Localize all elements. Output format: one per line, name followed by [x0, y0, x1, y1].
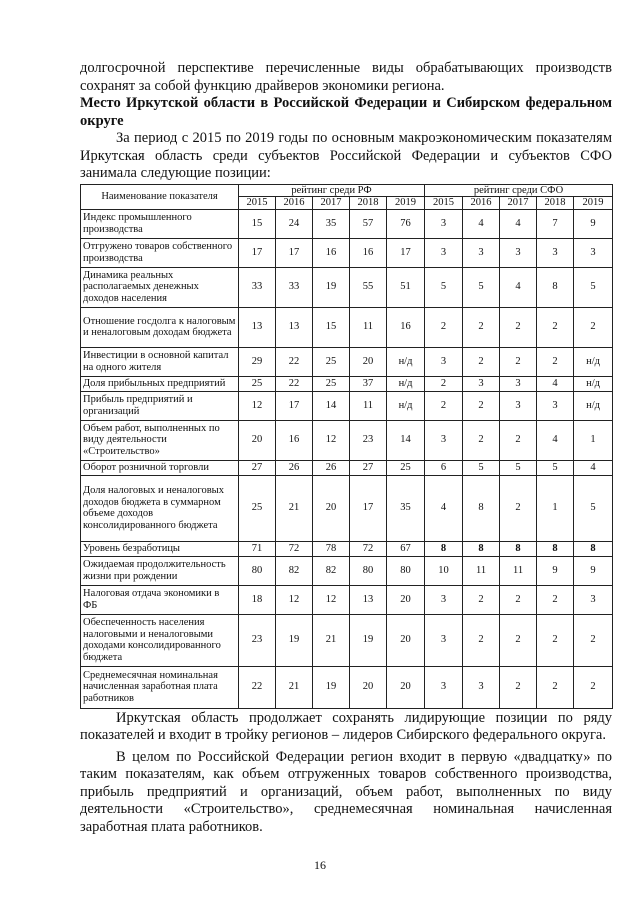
sfo-rank-cell: 3: [537, 238, 574, 267]
rf-rank-cell: 33: [239, 267, 276, 307]
sfo-rank-cell: н/д: [574, 347, 613, 376]
rf-rank-cell: 13: [350, 585, 387, 614]
intro-paragraph: долгосрочной перспективе перечисленные виды обрабатывающих производств сохранят за собой функцию драйверов экономики региона.: [80, 60, 612, 94]
rf-rank-cell: 16: [313, 238, 350, 267]
indicator-name: Объем работ, выполненных по виду деятельности «Строительство»: [81, 420, 239, 460]
rf-rank-cell: 55: [350, 267, 387, 307]
sfo-rank-cell: 2: [463, 347, 500, 376]
sfo-rank-cell: 2: [537, 347, 574, 376]
sfo-rank-cell: 6: [425, 460, 463, 475]
rf-rank-cell: 80: [350, 556, 387, 585]
sfo-rank-cell: 2: [537, 307, 574, 347]
rf-rank-cell: н/д: [387, 376, 425, 391]
sfo-rank-cell: 2: [425, 391, 463, 420]
rf-rank-cell: 80: [387, 556, 425, 585]
rf-rank-cell: 23: [239, 614, 276, 666]
rf-rank-cell: 72: [276, 541, 313, 556]
page-number: 16: [314, 858, 326, 872]
rf-rank-cell: 14: [313, 391, 350, 420]
rf-rank-cell: 20: [387, 666, 425, 708]
rf-rank-cell: 33: [276, 267, 313, 307]
indicator-name: Индекс промышленного производства: [81, 209, 239, 238]
rf-rank-cell: 19: [313, 267, 350, 307]
indicator-name: Динамика реальных располагаемых денежных доходов населения: [81, 267, 239, 307]
rf-rank-cell: 17: [387, 238, 425, 267]
rf-rank-cell: 80: [239, 556, 276, 585]
sfo-rank-cell: 2: [574, 614, 613, 666]
indicator-name: Уровень безработицы: [81, 541, 239, 556]
sfo-rank-cell: 4: [500, 209, 537, 238]
sfo-year-header: 2018: [537, 197, 574, 210]
table-row: [81, 347, 613, 376]
sfo-rank-cell: 2: [500, 307, 537, 347]
table-row: [81, 307, 613, 347]
table-row: [81, 391, 613, 420]
rf-rank-cell: 14: [387, 420, 425, 460]
sfo-rank-cell: 11: [500, 556, 537, 585]
sfo-rank-cell: 2: [500, 420, 537, 460]
sfo-rank-cell: 10: [425, 556, 463, 585]
rf-rank-cell: 27: [239, 460, 276, 475]
sfo-rank-cell: 2: [500, 585, 537, 614]
sfo-rank-cell: 9: [574, 556, 613, 585]
table-row: [81, 209, 613, 238]
table-row: [81, 585, 613, 614]
sfo-rank-cell: 2: [463, 307, 500, 347]
sfo-rank-cell: 2: [425, 307, 463, 347]
rf-rank-cell: 17: [350, 475, 387, 541]
rf-rank-cell: 20: [387, 585, 425, 614]
indicator-name: Оборот розничной торговли: [81, 460, 239, 475]
rf-rank-cell: 19: [313, 666, 350, 708]
rf-rank-cell: 12: [239, 391, 276, 420]
sfo-rank-cell: 3: [425, 209, 463, 238]
sfo-rank-cell: 8: [574, 541, 613, 556]
rf-rank-cell: 15: [239, 209, 276, 238]
rf-rank-cell: 18: [239, 585, 276, 614]
rf-rank-cell: 25: [387, 460, 425, 475]
sfo-rank-cell: 7: [537, 209, 574, 238]
indicator-name: Инвестиции в основной капитал на одного жителя: [81, 347, 239, 376]
sfo-rank-cell: 5: [537, 460, 574, 475]
rf-rank-cell: 20: [350, 666, 387, 708]
sfo-rank-cell: 2: [537, 614, 574, 666]
indicator-name: Отношение госдолга к налоговым и неналоговым доходам бюджета: [81, 307, 239, 347]
sfo-rank-cell: 2: [463, 391, 500, 420]
sfo-rank-cell: 3: [425, 238, 463, 267]
sfo-rank-cell: 2: [537, 585, 574, 614]
sfo-rank-cell: 9: [574, 209, 613, 238]
rf-rank-cell: 21: [313, 614, 350, 666]
rf-rank-cell: 82: [276, 556, 313, 585]
sfo-rank-cell: 9: [537, 556, 574, 585]
rf-rank-cell: 20: [313, 475, 350, 541]
rf-rank-cell: 25: [239, 475, 276, 541]
sfo-rank-cell: 2: [500, 666, 537, 708]
sfo-rank-cell: 3: [500, 238, 537, 267]
rf-rank-cell: 22: [276, 376, 313, 391]
sfo-rank-cell: 2: [463, 420, 500, 460]
rf-rank-cell: 11: [350, 391, 387, 420]
sfo-rank-cell: 5: [463, 460, 500, 475]
rf-rank-cell: 22: [276, 347, 313, 376]
sfo-rank-cell: 4: [500, 267, 537, 307]
rf-rank-cell: 67: [387, 541, 425, 556]
table-header-row: [81, 184, 613, 197]
ranking-table: [80, 184, 613, 709]
table-row: [81, 420, 613, 460]
rf-rank-cell: 57: [350, 209, 387, 238]
sfo-rank-cell: 1: [537, 475, 574, 541]
table-row: [81, 460, 613, 475]
sfo-rank-cell: 8: [500, 541, 537, 556]
indicator-name: Обеспеченность населения налоговыми и неналоговыми доходами консолидированного бюджета: [81, 614, 239, 666]
table-row: [81, 666, 613, 708]
sfo-rank-cell: 2: [463, 585, 500, 614]
sfo-rank-cell: 3: [425, 614, 463, 666]
sfo-year-header: 2016: [463, 197, 500, 210]
sfo-rank-cell: 3: [574, 585, 613, 614]
sfo-rank-cell: 4: [574, 460, 613, 475]
rf-rank-cell: 26: [276, 460, 313, 475]
indicator-name: Прибыль предприятий и организаций: [81, 391, 239, 420]
rf-rank-cell: 25: [313, 347, 350, 376]
rf-rank-cell: 76: [387, 209, 425, 238]
rf-year-header: 2018: [350, 197, 387, 210]
sfo-rank-cell: 4: [463, 209, 500, 238]
sfo-rank-cell: н/д: [574, 376, 613, 391]
sfo-year-header: 2019: [574, 197, 613, 210]
table-body: [81, 209, 613, 708]
rf-rank-cell: 25: [239, 376, 276, 391]
rf-rank-cell: 22: [239, 666, 276, 708]
lead-paragraph: За период с 2015 по 2019 годы по основным макроэкономическим показателям Иркутская область среди субъектов Российской Федерации и субъектов СФО занимала следующие позиции:: [80, 130, 612, 181]
sfo-rank-cell: 8: [537, 267, 574, 307]
rf-rank-cell: 29: [239, 347, 276, 376]
rf-rank-cell: 20: [350, 347, 387, 376]
rf-rank-cell: 71: [239, 541, 276, 556]
rf-rank-cell: 82: [313, 556, 350, 585]
sfo-rank-cell: 2: [500, 347, 537, 376]
sfo-rank-cell: 5: [574, 475, 613, 541]
rf-rank-cell: 24: [276, 209, 313, 238]
sfo-rank-cell: 3: [425, 666, 463, 708]
sfo-rank-cell: 2: [574, 307, 613, 347]
indicator-name: Доля налоговых и неналоговых доходов бюджета в суммарном объеме доходов консолидированного бюджета: [81, 475, 239, 541]
sfo-rank-cell: 3: [425, 585, 463, 614]
sfo-rank-cell: 5: [425, 267, 463, 307]
sfo-rank-cell: 3: [537, 391, 574, 420]
sfo-rank-cell: 4: [537, 376, 574, 391]
rf-rank-cell: 23: [350, 420, 387, 460]
rf-rank-cell: н/д: [387, 391, 425, 420]
sfo-rank-cell: 3: [463, 376, 500, 391]
sfo-rank-cell: 5: [463, 267, 500, 307]
sfo-rank-cell: 8: [463, 475, 500, 541]
rf-rank-cell: 12: [313, 585, 350, 614]
paragraph-top-twenty: В целом по Российской Федерации регион входит в первую «двадцатку» по таким показателям, как объем отгруженных товаров собственного производства, прибыль предприятий и организаций, объем работ, выполненных по виду деятельности «Строительство», среднемесячная номинальная начисленная заработная плата работников.: [80, 748, 612, 835]
rf-rank-cell: 27: [350, 460, 387, 475]
sfo-rank-cell: 8: [425, 541, 463, 556]
sfo-rank-cell: 2: [537, 666, 574, 708]
indicator-name: Ожидаемая продолжительность жизни при рождении: [81, 556, 239, 585]
rf-rating-header: рейтинг среди РФ: [239, 184, 425, 197]
paragraph-leaders: Иркутская область продолжает сохранять лидирующие позиции по ряду показателей и входит в тройку регионов – лидеров Сибирского федерального округа.: [80, 709, 612, 743]
section-heading: Место Иркутской области в Российской Федерации и Сибирском федеральном округе: [80, 95, 612, 129]
sfo-rank-cell: 3: [425, 420, 463, 460]
indicator-name: Среднемесячная номинальная начисленная заработная плата работников: [81, 666, 239, 708]
sfo-rank-cell: 4: [425, 475, 463, 541]
sfo-year-header: 2015: [425, 197, 463, 210]
table-row: [81, 541, 613, 556]
rf-rank-cell: 21: [276, 475, 313, 541]
sfo-rank-cell: 3: [500, 391, 537, 420]
sfo-rating-header: рейтинг среди СФО: [425, 184, 613, 197]
rf-rank-cell: 17: [276, 391, 313, 420]
sfo-year-header: 2017: [500, 197, 537, 210]
table-row: [81, 614, 613, 666]
sfo-rank-cell: 2: [463, 614, 500, 666]
rf-year-header: 2019: [387, 197, 425, 210]
sfo-rank-cell: 3: [574, 238, 613, 267]
sfo-rank-cell: н/д: [574, 391, 613, 420]
sfo-rank-cell: 5: [574, 267, 613, 307]
rf-year-header: 2016: [276, 197, 313, 210]
sfo-rank-cell: 3: [425, 347, 463, 376]
rf-year-header: 2017: [313, 197, 350, 210]
indicator-name-header: Наименование показателя: [81, 184, 239, 209]
rf-rank-cell: 13: [239, 307, 276, 347]
table-row: [81, 376, 613, 391]
rf-rank-cell: 16: [276, 420, 313, 460]
rf-rank-cell: 11: [350, 307, 387, 347]
rf-rank-cell: 51: [387, 267, 425, 307]
table-row: [81, 556, 613, 585]
sfo-rank-cell: 3: [500, 376, 537, 391]
rf-rank-cell: 19: [276, 614, 313, 666]
rf-rank-cell: 20: [387, 614, 425, 666]
rf-rank-cell: 35: [313, 209, 350, 238]
rf-rank-cell: 17: [239, 238, 276, 267]
rf-year-header: 2015: [239, 197, 276, 210]
sfo-rank-cell: 2: [574, 666, 613, 708]
rf-rank-cell: 19: [350, 614, 387, 666]
sfo-rank-cell: 11: [463, 556, 500, 585]
rf-rank-cell: н/д: [387, 347, 425, 376]
rf-rank-cell: 13: [276, 307, 313, 347]
table-row: [81, 475, 613, 541]
sfo-rank-cell: 1: [574, 420, 613, 460]
rf-rank-cell: 12: [276, 585, 313, 614]
sfo-rank-cell: 2: [425, 376, 463, 391]
sfo-rank-cell: 2: [500, 475, 537, 541]
sfo-rank-cell: 4: [537, 420, 574, 460]
table-row: [81, 267, 613, 307]
rf-rank-cell: 37: [350, 376, 387, 391]
rf-rank-cell: 72: [350, 541, 387, 556]
rf-rank-cell: 17: [276, 238, 313, 267]
sfo-rank-cell: 8: [537, 541, 574, 556]
indicator-name: Отгружено товаров собственного производства: [81, 238, 239, 267]
sfo-rank-cell: 3: [463, 666, 500, 708]
table-row: [81, 238, 613, 267]
rf-rank-cell: 16: [350, 238, 387, 267]
sfo-rank-cell: 3: [463, 238, 500, 267]
rf-rank-cell: 78: [313, 541, 350, 556]
indicator-name: Налоговая отдача экономики в ФБ: [81, 585, 239, 614]
sfo-rank-cell: 5: [500, 460, 537, 475]
rf-rank-cell: 16: [387, 307, 425, 347]
rf-rank-cell: 15: [313, 307, 350, 347]
document-page: [80, 60, 612, 836]
rf-rank-cell: 26: [313, 460, 350, 475]
rf-rank-cell: 21: [276, 666, 313, 708]
sfo-rank-cell: 2: [500, 614, 537, 666]
rf-rank-cell: 12: [313, 420, 350, 460]
rf-rank-cell: 35: [387, 475, 425, 541]
sfo-rank-cell: 8: [463, 541, 500, 556]
indicator-name: Доля прибыльных предприятий: [81, 376, 239, 391]
rf-rank-cell: 20: [239, 420, 276, 460]
rf-rank-cell: 25: [313, 376, 350, 391]
